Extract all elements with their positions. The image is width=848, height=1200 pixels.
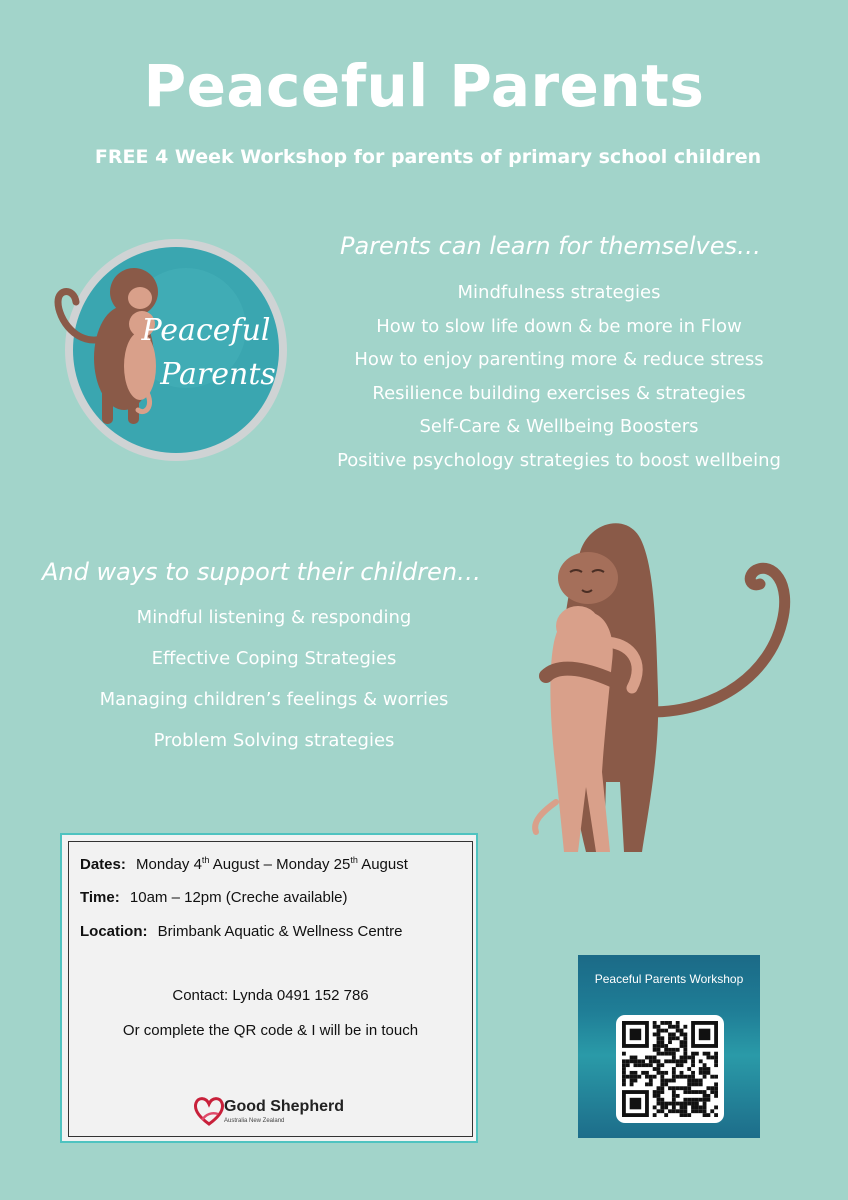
list-item: How to slow life down & be more in Flow <box>376 315 742 337</box>
list-item: Mindful listening & responding <box>136 607 412 628</box>
dates-value: Monday 4th August – Monday 25th August <box>136 855 408 873</box>
children-heading: And ways to support their children… <box>42 558 482 586</box>
qr-code-panel[interactable] <box>578 955 760 1138</box>
list-item: Positive psychology strategies to boost wellbeing <box>337 449 781 471</box>
time-label: Time: <box>80 889 120 906</box>
workshop-details-box <box>60 833 478 1143</box>
children-list <box>70 597 478 761</box>
list-item: Problem Solving strategies <box>153 730 395 751</box>
qr-code-icon[interactable] <box>616 1015 724 1123</box>
qr-code-card[interactable] <box>616 1015 724 1123</box>
list-item: Self-Care & Wellbeing Boosters <box>419 416 699 437</box>
peaceful-parents-logo <box>36 238 292 466</box>
location-value: Brimbank Aquatic & Wellness Centre <box>157 923 403 940</box>
list-item: Mindfulness strategies <box>457 282 661 303</box>
dates-label: Dates: <box>80 856 126 873</box>
location-label: Location: <box>80 923 148 940</box>
list-item: Managing children’s feelings & worries <box>99 689 449 710</box>
logo-text-line1: Peaceful <box>141 313 271 348</box>
list-item: Effective Coping Strategies <box>151 648 397 669</box>
org-tagline: Australia New Zealand <box>224 1118 285 1124</box>
monkey-hug-illustration <box>520 512 810 862</box>
logo-text-line2: Parents <box>160 357 276 392</box>
workshop-details-inner <box>68 841 473 1137</box>
parents-heading: Parents can learn for themselves… <box>340 232 761 260</box>
qr-title: Peaceful Parents Workshop <box>594 972 744 986</box>
page-title: Peaceful Parents <box>143 52 705 120</box>
list-item: Resilience building exercises & strategies <box>372 382 746 404</box>
parents-list <box>316 276 802 477</box>
qr-note-text: Or complete the QR code & I will be in touch <box>122 1022 419 1039</box>
good-shepherd-logo <box>192 1094 362 1134</box>
time-row <box>80 889 348 906</box>
dates-row <box>80 855 408 873</box>
page-subtitle: FREE 4 Week Workshop for parents of primary school children <box>94 146 762 168</box>
org-name: Good Shepherd <box>224 1098 344 1115</box>
time-value: 10am – 12pm (Creche available) <box>129 889 348 906</box>
contact-text: Contact: Lynda 0491 152 786 <box>172 987 369 1004</box>
list-item: How to enjoy parenting more & reduce stress <box>354 349 764 370</box>
heart-icon <box>192 1094 226 1128</box>
location-row <box>80 923 403 940</box>
